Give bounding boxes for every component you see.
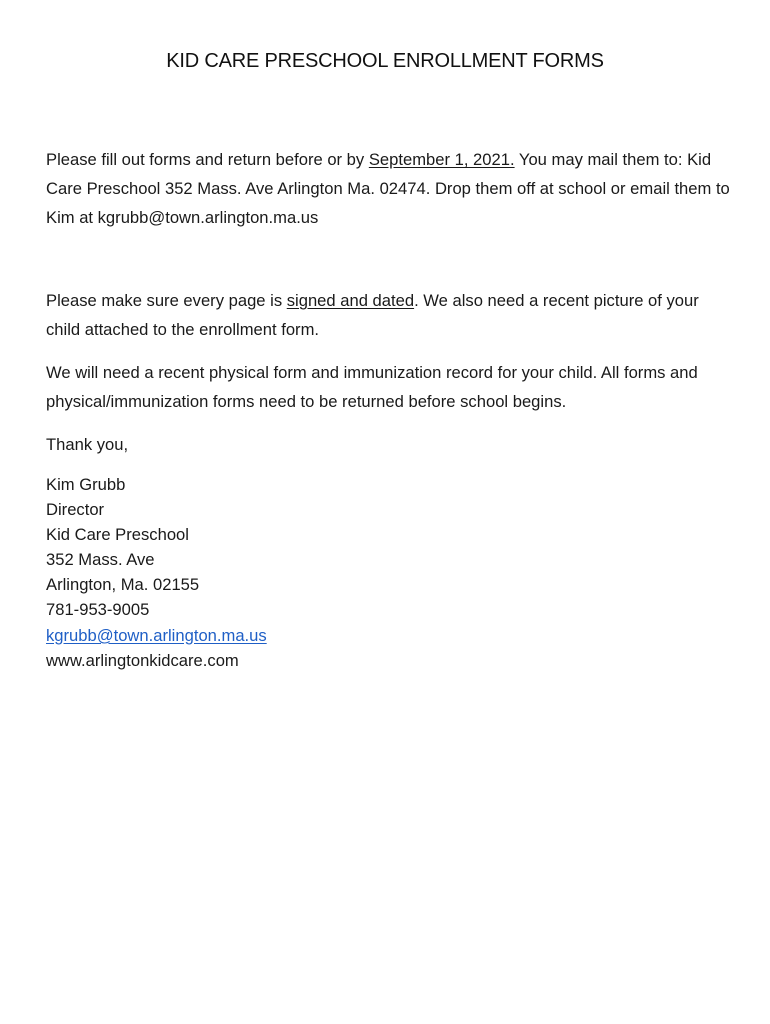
page-title: KID CARE PRESCHOOL ENROLLMENT FORMS [166, 50, 604, 72]
physical-form-paragraph: We will need a recent physical form and immunization record for your child. All forms and physical/immunization forms need to be returned before school begins. [46, 363, 698, 411]
signature-city: Arlington, Ma. 02155 [46, 575, 200, 595]
signature-organization: Kid Care Preschool [46, 525, 189, 545]
signature-website: www.arlingtonkidcare.com [46, 650, 239, 670]
signature-street: 352 Mass. Ave [46, 550, 155, 570]
signature-block [46, 472, 267, 673]
instructions-paragraph [46, 145, 736, 232]
signature-requirement-paragraph [46, 286, 736, 344]
deadline-date: September 1, 2021. [368, 150, 515, 169]
instructions-text-end: You may mail them to: Kid Care Preschool 352 Mass. Ave Arlington Ma. 02474. Drop them off at school or email them to Kim at kgrubb@town.arlington.ma.us [46, 150, 730, 227]
signature-text-start: Please make sure every page is [46, 291, 287, 310]
signature-role: Director [46, 500, 105, 520]
email-link[interactable]: kgrubb@town.arlington.ma.us [46, 625, 267, 645]
signature-text-end: . We also need a recent picture of your child attached to the enrollment form. [46, 291, 699, 339]
signed-and-dated-emphasis: signed and dated [286, 291, 415, 310]
signature-name: Kim Grubb [46, 475, 126, 494]
instructions-text-start: Please fill out forms and return before or by [46, 150, 369, 169]
closing-text: Thank you, [46, 435, 129, 454]
signature-phone: 781-953-9005 [46, 600, 150, 620]
